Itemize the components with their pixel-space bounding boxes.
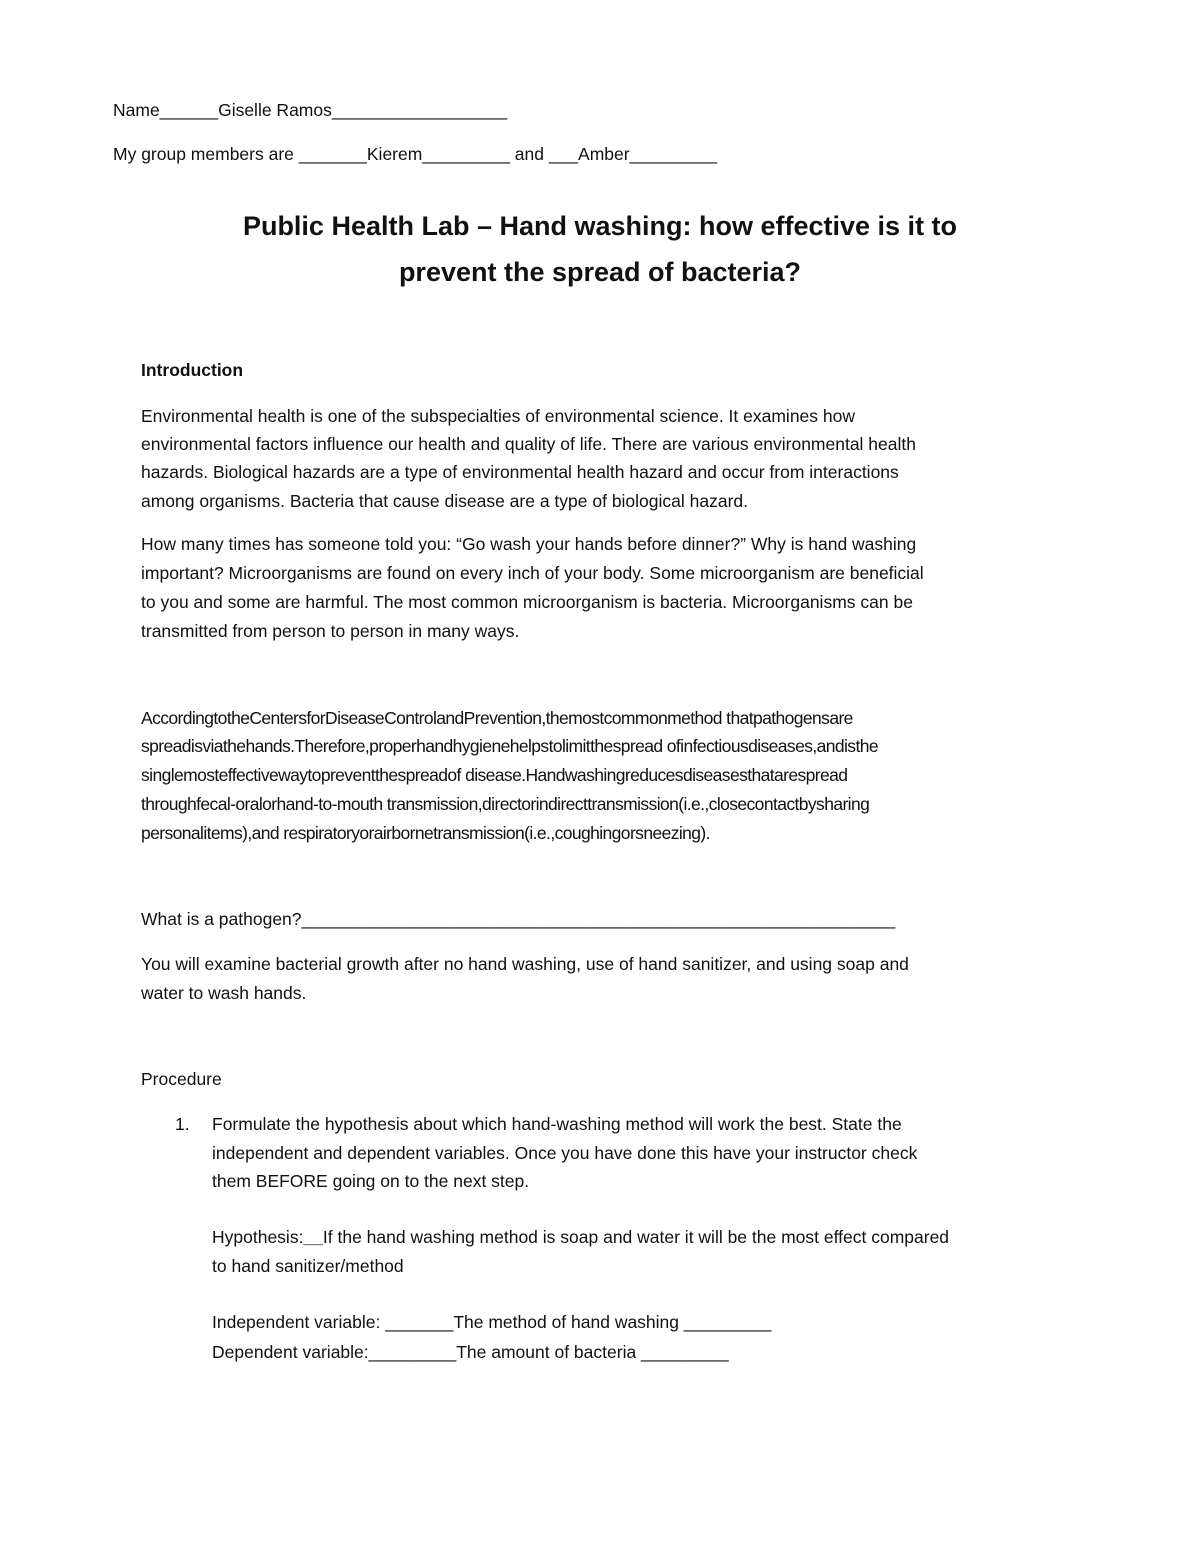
intro-para3-line: throughfecal-oralorhand-to-mouth transmission,directorindirecttransmission(i.e.,closecontactbysharing <box>141 794 870 814</box>
step-1-text-line: them BEFORE going on to the next step. <box>212 1171 530 1191</box>
hypothesis-line <box>212 1226 949 1248</box>
dependent-variable-line: Dependent variable:_________The amount of bacteria _________ <box>212 1342 729 1362</box>
pathogen-question: What is a pathogen?_____________________________________________________________ <box>141 909 896 929</box>
hypothesis-blank: __ <box>303 1227 323 1247</box>
examine-text-line: water to wash hands. <box>141 983 307 1003</box>
introduction-heading: Introduction <box>141 360 244 380</box>
intro-para2-line: to you and some are harmful. The most common microorganism is bacteria. Microorganisms can be <box>141 592 913 612</box>
intro-para3-line: AccordingtotheCentersforDiseaseControlandPrevention,themostcommonmethod thatpathogensare <box>141 708 853 728</box>
intro-para2-line: transmitted from person to person in many ways. <box>141 621 520 641</box>
hypothesis-answer-continued: to hand sanitizer/method <box>212 1256 404 1276</box>
hypothesis-label: Hypothesis: <box>212 1227 304 1247</box>
group-members-line: My group members are _______Kierem_________ and ___Amber_________ <box>113 144 718 164</box>
page-title-line-2: prevent the spread of bacteria? <box>398 257 802 287</box>
examine-text-line: You will examine bacterial growth after no hand washing, use of hand sanitizer, and using soap and <box>141 954 909 974</box>
intro-para3-line: spreadisviathehands.Therefore,properhandhygienehelpstolimitthespread ofinfectiousdiseases,andisthe <box>141 736 878 756</box>
page-title-line-1: Public Health Lab – Hand washing: how effective is it to <box>242 211 958 241</box>
step-1-text-line: independent and dependent variables. Once you have done this have your instructor check <box>212 1143 918 1163</box>
intro-para1-line: among organisms. Bacteria that cause disease are a type of biological hazard. <box>141 491 749 511</box>
step-1-text-line: Formulate the hypothesis about which hand-washing method will work the best. State the <box>212 1114 902 1134</box>
student-name-line: Name______Giselle Ramos__________________ <box>113 100 508 120</box>
intro-para1-line: hazards. Biological hazards are a type of environmental health hazard and occur from interactions <box>141 462 899 482</box>
intro-para1-line: Environmental health is one of the subspecialties of environmental science. It examines how <box>141 406 856 426</box>
step-1-number: 1. <box>175 1114 190 1134</box>
intro-para2-line: important? Microorganisms are found on every inch of your body. Some microorganism are beneficial <box>141 563 924 583</box>
hypothesis-answer: If the hand washing method is soap and water it will be the most effect compared <box>322 1227 950 1247</box>
intro-para1-line: environmental factors influence our health and quality of life. There are various environmental health <box>141 434 916 454</box>
intro-para3-line: personalitems),and respiratoryorairbornetransmission(i.e.,coughingorsneezing). <box>141 823 710 843</box>
intro-para3-line: singlemosteffectivewaytopreventthespreadof disease.Handwashingreducesdiseasesthatarespread <box>141 765 848 785</box>
procedure-heading: Procedure <box>141 1069 222 1089</box>
independent-variable-line: Independent variable: _______The method of hand washing _________ <box>212 1312 772 1332</box>
intro-para2-line: How many times has someone told you: “Go wash your hands before dinner?” Why is hand washing <box>141 534 917 554</box>
